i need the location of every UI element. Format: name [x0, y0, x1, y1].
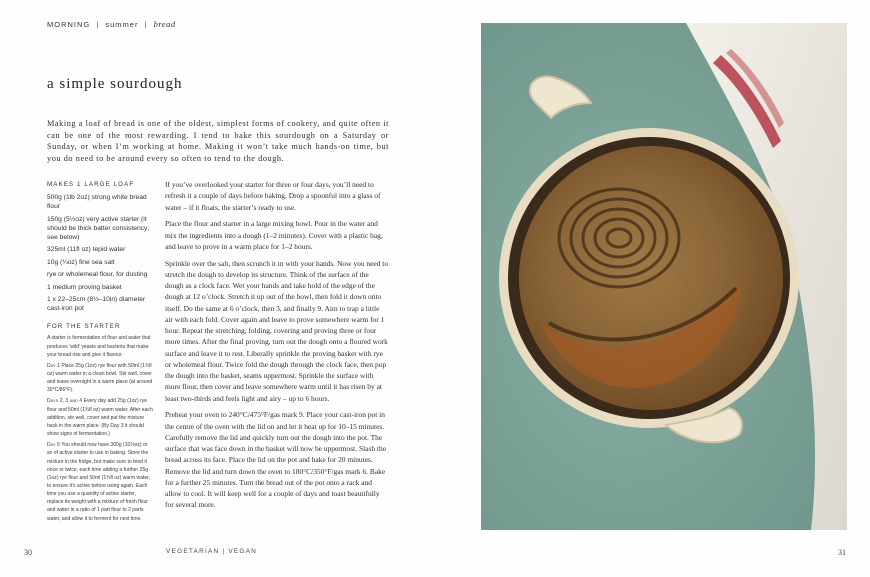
sourdough-loaf-illustration: [481, 23, 847, 530]
method-paragraph: Place the flour and starter in a large mixing bowl. Pour in the water and mix the ingredients into a dough (1–2 minutes). Cover with a plastic bag, and leave to prove in a warm place for 1–2 hours.: [165, 219, 383, 251]
recipe-intro: [47, 118, 389, 165]
running-head-bread: bread: [153, 19, 176, 29]
running-head: [47, 19, 176, 29]
ingredient-item: 500g (1lb 2oz) strong white bread flour: [47, 194, 147, 211]
ingredient-item: 1 x 22–25cm (8½–10in) diameter cast-iron pot: [47, 295, 146, 313]
page-number-left: 30: [24, 548, 32, 557]
starter-step: [47, 397, 153, 438]
ingredient-item: 1 medium proving basket: [47, 283, 122, 291]
running-head-separator: |: [144, 20, 148, 29]
method-column: [165, 179, 389, 516]
starter-step-text: Place 25g (1oz) rye flour with 50ml (1¾fl oz) warm water in a clean bowl. Stir well, cover and leave overnight in a warm place (at around 30°C/86°F).: [47, 362, 153, 394]
starter-step: [47, 441, 153, 523]
dietary-tags: VEGETARIAN | VEGAN: [166, 548, 258, 555]
starter-step: [47, 362, 153, 395]
running-head-separator: |: [96, 20, 100, 29]
running-head-summer: summer: [105, 20, 139, 29]
ingredient-item: 150g (5½oz) very active starter (it should be thick batter consistency; see below): [47, 215, 150, 241]
starter-intro: A starter is fermentation of flour and water that produces ‘wild’ yeasts and bacteria that make your bread rise and give it flavour.: [47, 335, 151, 358]
starter-step-text: You should now have 300g (10½oz) or so of active starter to use in baking. Store the mixture in the fridge, but make sure to feed it once or twice, each time adding a further 25g (1oz) rye flour and 50ml (1¾fl oz) warm water, to ensure it’s active before using again. Each time you use a quantity of active starter, replace its weight with a mixture of fresh flour and water in a ratio of 1 part flour to 2 parts water, and allow it to ferment for next time.: [47, 442, 150, 522]
intro-paragraph: Making a loaf of bread is one of the oldest, simplest forms of cookery, and quite often it can be one of the most rewarding. I tend to bake this sourdough on a Saturday or Sunday, or when I’m working at home. Making it won’t take much hands-on time, but you do need to be around every so often to tend to the dough.: [47, 119, 389, 164]
running-head-morning: MORNING: [47, 20, 91, 29]
starter-step-label: Day 1: [47, 362, 60, 369]
method-paragraph: If you’ve overlooked your starter for three or four days, you’ll need to refresh it a couple of days before baking. Drop a spoonful into a glass of water – if it floats, the starter’s ready to use.: [165, 180, 381, 212]
starter-step-label: Days 2, 3 and 4: [47, 398, 83, 405]
method-paragraph: Preheat your oven to 240°C/475°F/gas mark 9. Place your cast-iron pot in the centre of the oven with the lid on and let it heat up for 10–15 minutes. Carefully remove the lid and quickly turn out the dough into the pot. The surface that was face down in the basket will now be uppermost. Slash the bread across its face. Place the lid on the pot and bake for 20 minutes. Remove the lid and turn down the oven to 180°C/350°F/gas mark 6. Bake for a further 25 minutes. Turn the bread out of the pot onto a rack and allow to cool. It will keep well for a couple of days and toast beautifully for several more.: [165, 410, 387, 510]
starter-step-text: Every day add 25g (1oz) rye flour and 50ml (1¾fl oz) warm water. After each addition, stir well, cover and put the mixture back in the warm place. (By Day 3 it should show signs of fermentation.): [47, 398, 153, 438]
page-number-right: 31: [838, 548, 846, 557]
recipe-title: a simple sourdough: [47, 76, 183, 92]
sourdough-photo: [481, 23, 847, 530]
ingredient-item: rye or wholemeal flour, for dusting: [47, 271, 148, 279]
ingredients-column: [47, 181, 153, 526]
method-paragraph: Sprinkle over the salt, then scrunch it in with your hands. Now you need to stretch the dough to develop its structure. Think of the surface of the dough as a clock face. Wet your hands and take hold of the edge of the dough at 12 o’clock. Stretch it up out of the bowl, then fold it down onto itself. Do the same at 6 o’clock, then 3, and finally 9. Aim to trap a little air with each fold. Cover again and leave to prove somewhere warm for 1 hour. Repeat the stretching, folding, covering and proving three or four more times. After the final proving, turn out the dough onto a floured work surface and leave it to rest. Liberally sprinkle the proving basket with rye or wholemeal flour. Twice fold the dough through the clock face, then pop the dough into the basket, seams uppermost. Sprinkle the surface with more flour, then cover and leave somewhere warm until it has risen by at least two-thirds and feels light and airy – up to 6 hours.: [165, 258, 389, 403]
ingredient-item: 325ml (11fl oz) tepid water: [47, 246, 126, 254]
starter-heading: FOR THE STARTER: [47, 323, 121, 331]
ingredient-item: 10g (¼oz) fine sea salt: [47, 258, 115, 266]
starter-step-label: Day 5: [47, 442, 60, 449]
yield-label: MAKES 1 LARGE LOAF: [47, 181, 135, 188]
